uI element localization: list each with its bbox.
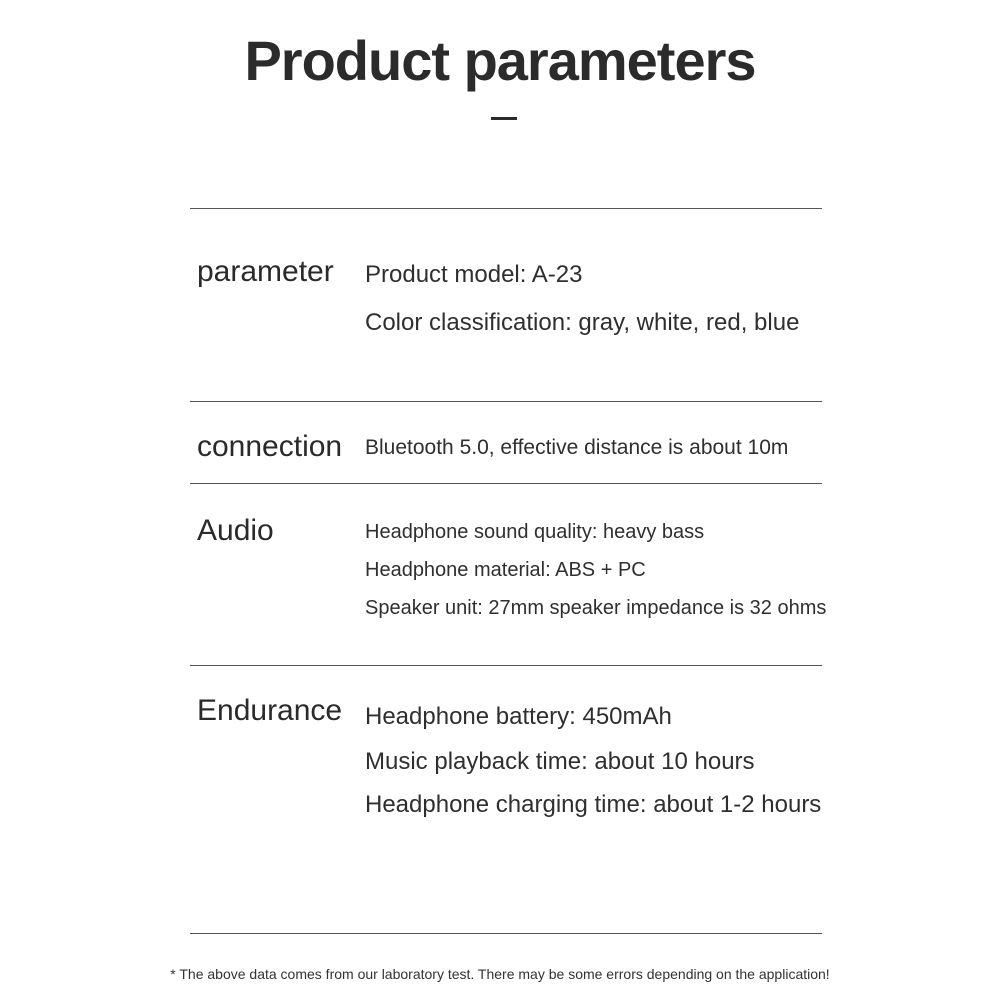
- spec-line: Music playback time: about 10 hours: [365, 748, 755, 775]
- page-title: Product parameters: [244, 29, 756, 92]
- spec-line: Color classification: gray, white, red, blue: [365, 309, 800, 336]
- divider: [190, 401, 822, 402]
- section-label-endurance: Endurance: [197, 694, 343, 727]
- spec-line: Bluetooth 5.0, effective distance is about 10m: [365, 436, 789, 459]
- divider: [190, 933, 822, 934]
- section-label-connection: connection: [197, 430, 343, 463]
- spec-line: Headphone sound quality: heavy bass: [365, 521, 705, 543]
- spec-line: Headphone material: ABS + PC: [365, 559, 646, 581]
- footnote: * The above data comes from our laboratory test. There may be some errors depending on the application!: [170, 966, 830, 982]
- divider: [190, 208, 822, 209]
- divider: [190, 665, 822, 666]
- spec-line: Headphone charging time: about 1-2 hours: [365, 791, 822, 818]
- divider: [190, 483, 822, 484]
- spec-line: Product model: A-23: [365, 261, 583, 288]
- section-label-audio: Audio: [197, 514, 274, 547]
- spec-line: Speaker unit: 27mm speaker impedance is 32 ohms: [365, 597, 827, 619]
- spec-line: Headphone battery: 450mAh: [365, 703, 672, 730]
- title-underline-dash: [491, 117, 517, 120]
- section-label-parameter: parameter: [197, 255, 334, 288]
